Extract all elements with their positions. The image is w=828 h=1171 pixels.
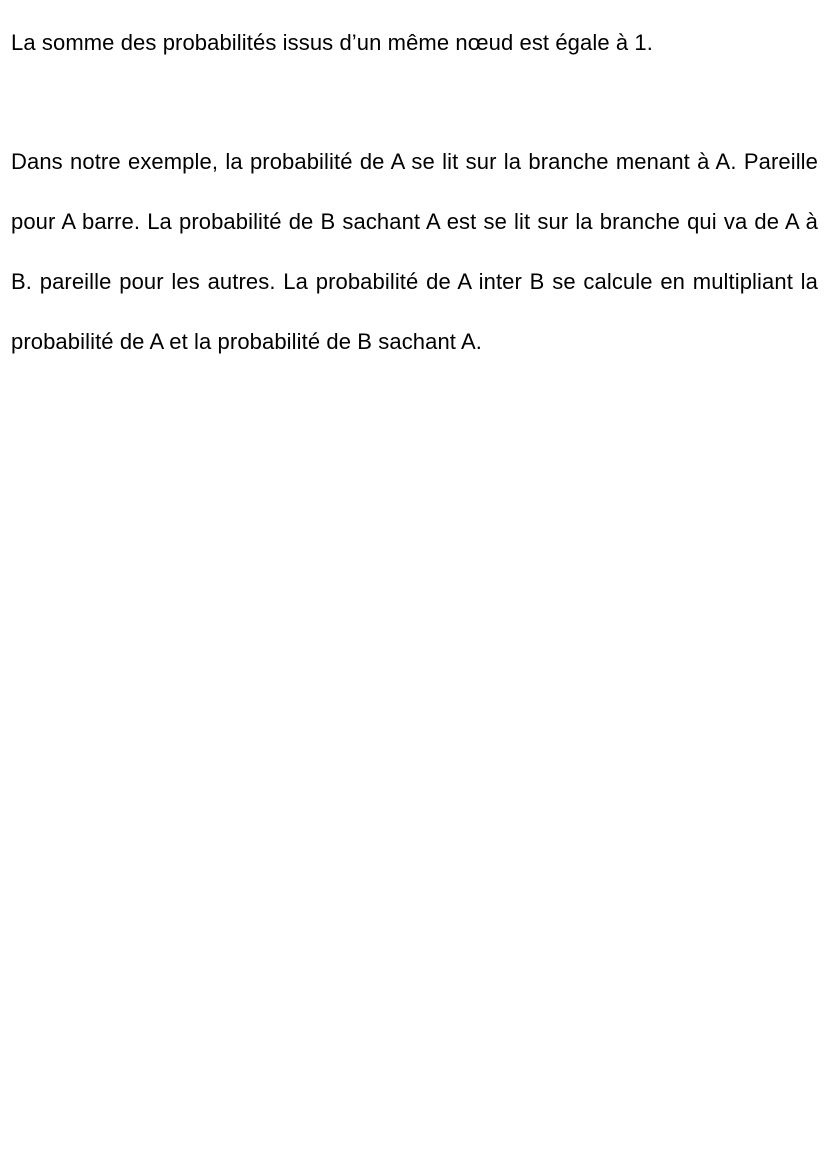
paragraph-example-explanation: Dans notre exemple, la probabilité de A se lit sur la branche menant à A. Pareille pour A barre. La probabilité de B sachant A est se lit sur la branche qui va de A à B. pareille pour les autres. La probabilité de A inter B se calcule en multipliant la probabilité de A et la probabilité de B sachant A. — [11, 149, 818, 354]
paragraph-sum-rule: La somme des probabilités issus d’un même nœud est égale à 1. — [11, 30, 653, 55]
